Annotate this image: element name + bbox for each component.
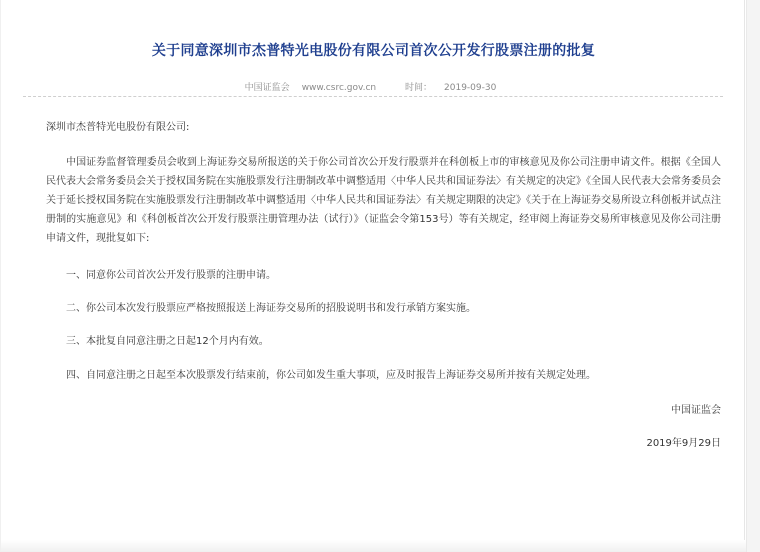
header-divider bbox=[23, 96, 723, 97]
source-label: 中国证监会 bbox=[244, 83, 290, 93]
document-meta bbox=[1, 80, 746, 93]
time-value: 2019-09-30 bbox=[444, 83, 497, 93]
approval-item-1: 一、同意你公司首次公开发行股票的注册申请。 bbox=[66, 270, 276, 281]
source-url[interactable]: www.csrc.gov.cn bbox=[301, 83, 377, 93]
approval-item-3: 三、本批复自同意注册之日起12个月内有效。 bbox=[66, 336, 269, 347]
signature-date: 2019年9月29日 bbox=[646, 438, 721, 449]
signer: 中国证监会 bbox=[671, 405, 721, 416]
scrollbar[interactable] bbox=[746, 0, 760, 552]
approval-item-2: 二、你公司本次发行股票应严格按照报送上海证券交易所的招股说明书和发行承销方案实施。 bbox=[66, 303, 476, 314]
approval-item-4: 四、自同意注册之日起至本次股票发行结束前，你公司如发生重大事项，应及时报告上海证券交易所并按有关规定处理。 bbox=[66, 370, 596, 381]
document-title: 关于同意深圳市杰普特光电股份有限公司首次公开发行股票注册的批复 bbox=[151, 43, 596, 59]
intro-paragraph: 中国证券监督管理委员会收到上海证券交易所报送的关于你公司首次公开发行股票并在科创板上市的审核意见及你公司注册申请文件。根据《全国人民代表大会常务委员会关于授权国务院在实施股票发行注册制改革中调整适用〈中华人民共和国证券法〉有关规定的决定》《全国人民代表大会常务委员会关于延长授权国务院在实施股票发行注册制改革中调整适用〈中华人民共和国证券法〉有关规定期限的决定》《关于在上海证券交易所设立科创板并试点注册制的实施意见》和《科创板首次公开发行股票注册管理办法（试行）》（证监会令第153号）等有关规定，经审阅上海证券交易所审核意见及你公司注册申请文件，现批复如下: bbox=[46, 157, 721, 244]
salutation: 深圳市杰普特光电股份有限公司: bbox=[46, 122, 190, 133]
time-label: 时间： bbox=[405, 83, 433, 93]
page-footer bbox=[1, 540, 746, 552]
